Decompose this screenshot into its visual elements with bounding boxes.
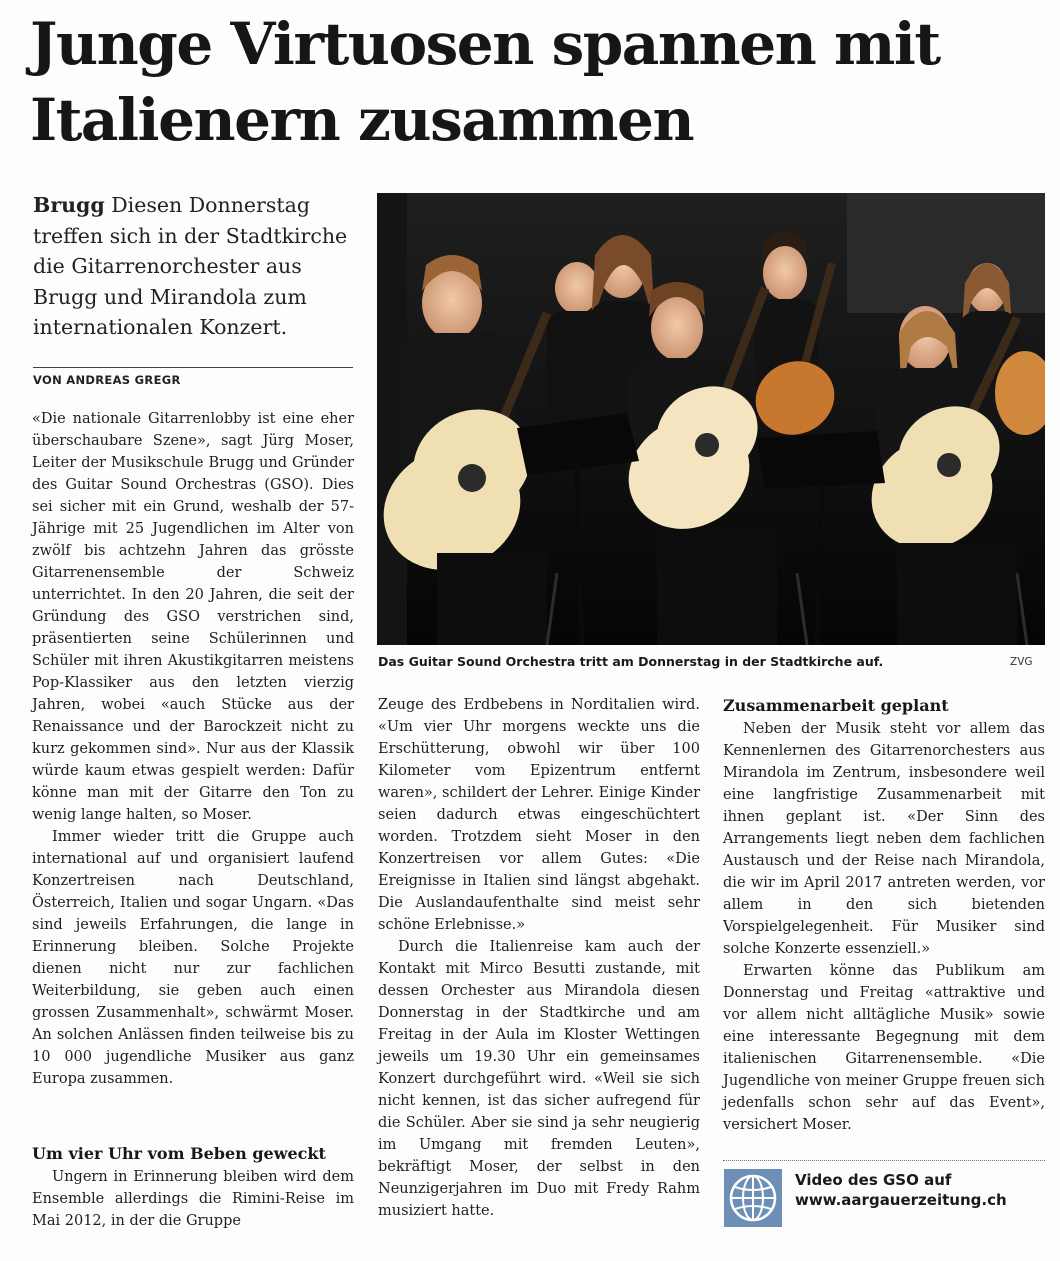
- article-column-1-section: [32, 1142, 354, 1232]
- subheading: Um vier Uhr vom Beben geweckt: [32, 1144, 326, 1163]
- paragraph: Immer wieder tritt die Gruppe auch international auf und organisiert laufend Konzertreisen nach Deutschland, Österreich, Italien und sogar Ungarn. «Das sind jeweils Erfahrungen, die lange in Erinnerung bleiben. Solche Projekte dienen nicht nur zur fachlichen Weiterbildung, sie geben auch einen grossen Zusammenhalt», schwärmt Moser. An solchen Anlässen finden teilweise bis zu 10 000 jugendliche Musiker aus ganz Europa zusammen.: [32, 829, 354, 1087]
- lead-text: Diesen Donnerstag treffen sich in der Stadtkirche die Gitarrenorchester aus Brugg und Mirandola zum internationalen Konzert.: [33, 193, 348, 339]
- guitar-orchestra-illustration: [377, 193, 1045, 645]
- article-column-1: [32, 408, 354, 1090]
- paragraph: Neben der Musik steht vor allem das Kennenlernen des Gitarrenorchesters aus Mirandola im Zentrum, insbesondere weil eine langfristige Zusammenarbeit mit ihnen geplant ist. «Der Sinn des Arrangements liegt neben dem fachlichen Austausch und der Reise nach Mirandola, die wir im April 2017 antreten werden, vor allem in den sich bietenden Vorspielgelegenheit. Für Musiker sind solche Konzerte essenziell.»: [723, 721, 1045, 957]
- paragraph: Durch die Italienreise kam auch der Kontakt mit Mirco Besutti zustande, mit dessen Orchester aus Mirandola diesen Donnerstag in der Stadtkirche und am Freitag in der Aula im Kloster Wettingen jeweils um 19.30 Uhr ein gemeinsames Konzert durchgeführt wird. «Weil sie sich nicht kennen, ist das sicher aufregend für die Schüler. Aber sie sind ja sehr neugierig im Umgang mit fremden Leuten», bekräftigt Moser, der selbst in den Neunzigerjahren im Duo mit Fredy Rahm musiziert hatte.: [378, 939, 700, 1219]
- promo-divider: [723, 1160, 1045, 1161]
- byline-rule: [33, 367, 353, 368]
- article-column-2: [378, 694, 700, 1222]
- photo-credit: ZVG: [1010, 656, 1033, 668]
- lead-location: Brugg: [33, 193, 105, 217]
- lead-paragraph: [33, 190, 358, 343]
- article-column-3: [723, 694, 1045, 1136]
- promo-url: www.aargauerzeitung.ch: [795, 1191, 1007, 1209]
- paragraph: Erwarten könne das Publikum am Donnerstag und Freitag «attraktive und vor allem nicht alltägliche Musik» sowie eine interessante Begegnung mit dem italienischen Gitarrenensemble. «Die Jugendliche von meiner Gruppe freuen sich jedenfalls schon sehr auf das Event», versichert Moser.: [723, 963, 1045, 1133]
- photo-caption: Das Guitar Sound Orchestra tritt am Donnerstag in der Stadtkirche auf.: [378, 654, 884, 669]
- paragraph: «Die nationale Gitarrenlobby ist eine eher überschaubare Szene», sagt Jürg Moser, Leiter der Musikschule Brugg und Gründer des Guitar Sound Orchestras (GSO). Dies sei sicher mit ein Grund, weshalb der 57-Jährige mit 25 Jugendlichen im Alter von zwölf bis achtzehn Jahren das grösste Gitarrenensemble der Schweiz unterrichtet. In den 20 Jahren, die seit der Gründung des GSO verstrichen sind, präsentierten seine Schülerinnen und Schüler mit ihren Akustikgitarren meistens Pop-Klassiker aus den letzten vierzig Jahren, wobei «auch Stücke aus der Renaissance und der Barockzeit nicht zu kurz gekommen sind». Nur aus der Klassik würde kaum etwas gespielt werden: Dafür könne man mit der Gitarre den Ton zu wenig lange halten, so Moser.: [32, 411, 354, 823]
- orchestra-photo: [377, 193, 1045, 645]
- paragraph: Ungern in Erinnerung bleiben wird dem Ensemble allerdings die Rimini-Reise im Mai 2012, in der die Gruppe: [32, 1169, 354, 1229]
- globe-icon: [724, 1169, 782, 1227]
- video-promo: [795, 1170, 1045, 1210]
- headline: Junge Virtuosen spannen mit Italienern zusammen: [30, 10, 940, 154]
- paragraph: Zeuge des Erdbebens in Norditalien wird. «Um vier Uhr morgens weckte uns die Erschütterung, obwohl wir über 100 Kilometer vom Epizentrum entfernt waren», schildert der Lehrer. Einige Kinder seien dadurch etwas eingeschüchtert worden. Trotzdem sieht Moser in den Konzertreisen vor allem Gutes: «Die Ereignisse in Italien sind längst abgehakt. Die Auslandaufenthalte sind meist sehr schöne Erlebnisse.»: [378, 697, 700, 933]
- promo-line: Video des GSO auf: [795, 1171, 952, 1189]
- byline: VON ANDREAS GREGR: [33, 373, 181, 387]
- subheading: Zusammenarbeit geplant: [723, 696, 949, 715]
